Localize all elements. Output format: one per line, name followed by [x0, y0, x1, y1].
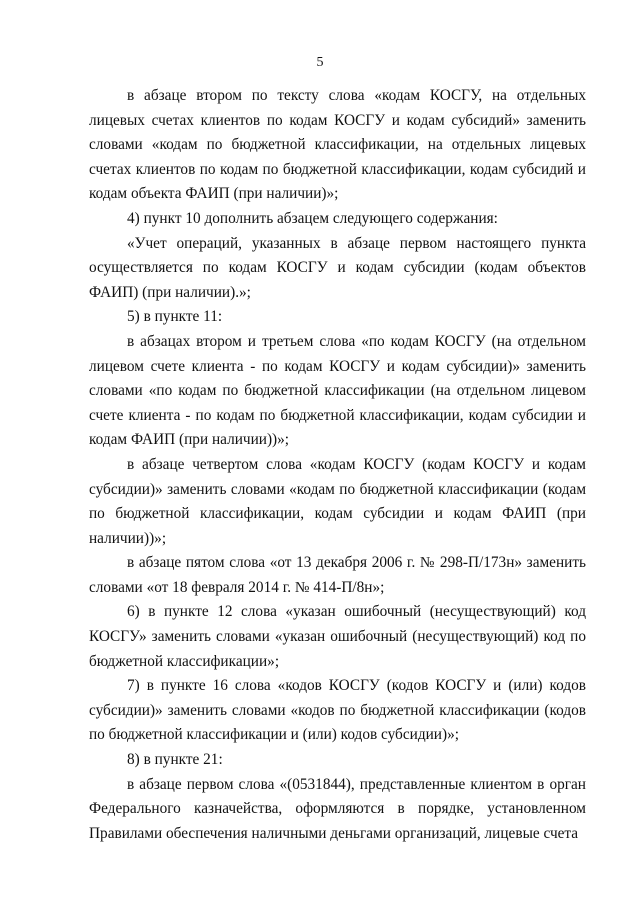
paragraph-1: в абзаце втором по тексту слова «кодам КОСГУ, на отдельных лицевых счетах клиентов по кодам КОСГУ и кодам субсидий» заменить словами «кодам по бюджетной классификации, на отдельных лицевых счетах клиентов по кодам по бюджетной классификации, кодам субсидий и кодам объекта ФАИП (при наличии)»; [89, 87, 586, 203]
paragraph-3: «Учет операций, указанных в абзаце первом настоящего пункта осуществляется по кодам КОСГУ и кодам субсидии (кодам объектов ФАИП) (при наличии).»; [89, 234, 586, 301]
paragraph-8: 6) в пункте 12 слова «указан ошибочный (несуществующий) код КОСГУ» заменить словами «указан ошибочный (несуществующий) код по бюджетной классификации»; [89, 603, 586, 670]
paragraph-11: в абзаце первом слова «(0531844), представленные клиентом в орган Федерального казначейства, оформляются в порядке, установленном Правилами обеспечения наличными деньгами организаций, лицевые счета [89, 775, 586, 842]
paragraph-2: 4) пункт 10 дополнить абзацем следующего содержания: [127, 209, 498, 227]
paragraph-5: в абзацах втором и третьем слова «по кодам КОСГУ (на отдельном лицевом счете клиента - по кодам КОСГУ и кодам субсидии)» заменить словами «по кодам по бюджетной классификации (на отдельном лицевом счете клиента - по кодам по бюджетной классификации, кодам субсидии и кодам ФАИП (при наличии))»; [89, 332, 586, 449]
paragraph-10: 8) в пункте 21: [127, 751, 223, 769]
paragraph-6: в абзаце четвертом слова «кодам КОСГУ (кодам КОСГУ и кодам субсидии)» заменить словами «кодам по бюджетной классификации (кодам по бюджетной классификации, кодам субсидии и кодам ФАИП (при наличии))»; [89, 455, 586, 547]
page-number: 5 [316, 55, 324, 70]
document-body [89, 84, 586, 846]
paragraph-7: в абзаце пятом слова «от 13 декабря 2006 г. № 298-П/173н» заменить словами «от 18 февраля 2014 г. № 414-П/8н»; [89, 554, 586, 596]
paragraph-9: 7) в пункте 16 слова «кодов КОСГУ (кодов КОСГУ и (или) кодов субсидии)» заменить словами «кодов по бюджетной классификации (кодов по бюджетной классификации и (или) кодов субсидии)»; [89, 677, 586, 744]
paragraph-4: 5) в пункте 11: [127, 308, 223, 326]
